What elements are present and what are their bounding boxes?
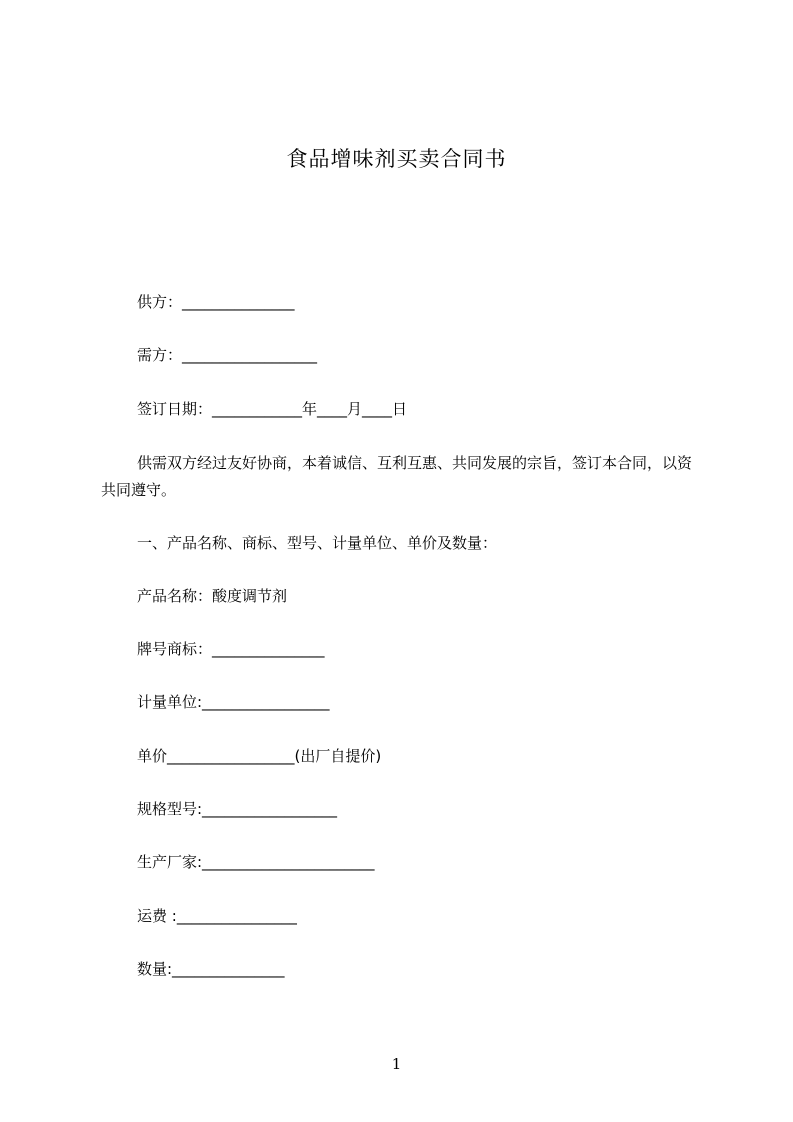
section1-heading: 一、产品名称、商标、型号、计量单位、单价及数量： xyxy=(137,534,498,552)
document-title: 食品增味剂买卖合同书 xyxy=(286,147,507,171)
intro-paragraph xyxy=(101,450,701,504)
intro-text: 供需双方经过友好协商，本着诚信、互利互惠、共同发展的宗旨，签订本合同，以资共同遵守。 xyxy=(101,454,693,499)
product-name-line: 产品名称：酸度调节剂 xyxy=(137,587,288,605)
freight-line: 运费 :________________ xyxy=(137,907,297,925)
buyer-line: 需方：__________________ xyxy=(137,346,318,364)
unit-line: 计量单位:_________________ xyxy=(137,693,330,711)
brand-line: 牌号商标：_______________ xyxy=(137,640,325,658)
price-line: 单价_________________(出厂自提价) xyxy=(137,747,382,765)
sign-date-line: 签订日期：____________年____月____日 xyxy=(137,400,408,418)
quantity-line: 数量:_______________ xyxy=(137,960,285,978)
page-number: 1 xyxy=(391,1055,402,1073)
manufacturer-line: 生产厂家:_______________________ xyxy=(137,853,375,871)
supplier-line: 供方：_______________ xyxy=(137,293,295,311)
spec-line: 规格型号:__________________ xyxy=(137,800,338,818)
